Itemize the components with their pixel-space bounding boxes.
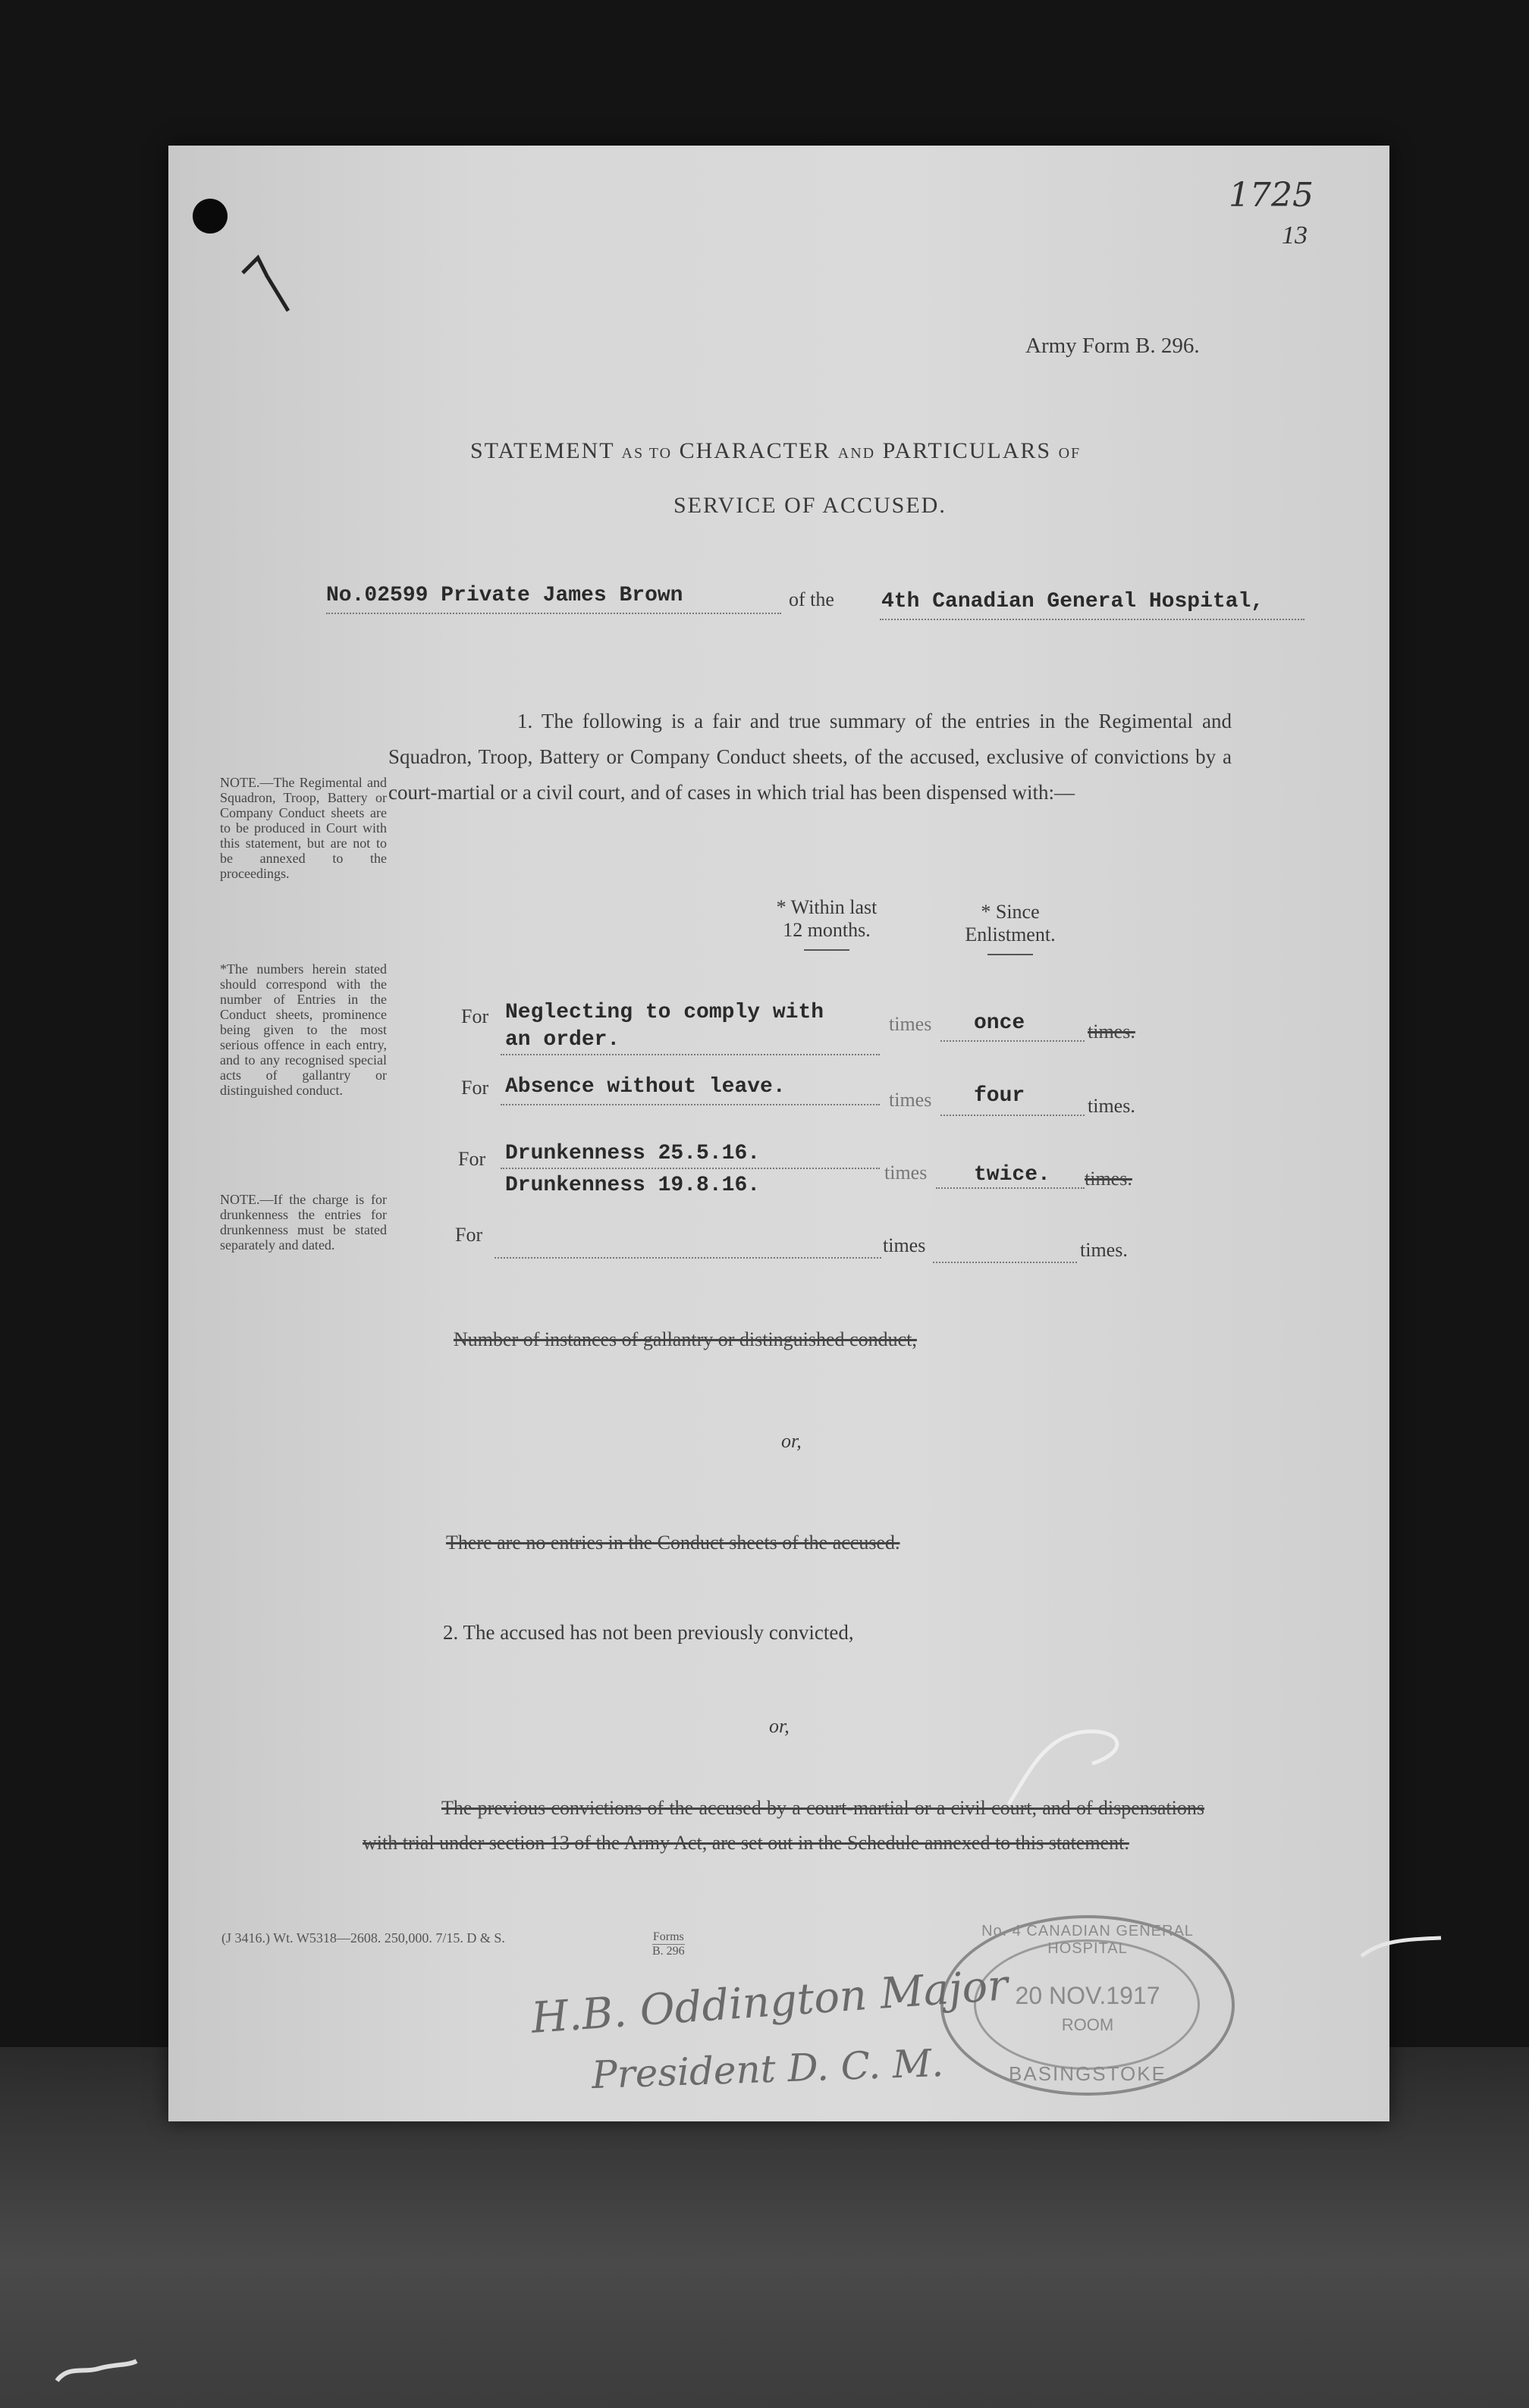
fill-line [501,1168,880,1169]
offence-for-label: For [461,1077,489,1099]
handwritten-reference: 1725 [1229,176,1314,215]
margin-note-numbers: *The numbers herein stated should correspond with the number of Entries in the Conduct sheets, prominence being given to the most serious offence in each entry, and to any recognised special acts of gallantry or distinguished conduct. [220,961,387,1098]
form-number: Army Form B. 296. [1025,334,1200,358]
white-mark [53,2350,144,2396]
struck-previous-convictions: The previous convictions of the accused by a court-martial or a civil court, and of dispensations with trial under section 13 of the Army Act, are set out in the Schedule annexed to this statement. [363,1797,1204,1854]
offence-2-count-12-months: four [974,1084,1025,1108]
margin-note-conduct-sheets: NOTE.—The Regimental and Squadron, Troop, Battery or Company Conduct sheets are to be produced in Court with this statement, but are not to be annexed to the proceedings. [220,775,387,881]
offence-3-text: Drunkenness 25.5.16. [505,1142,761,1165]
fill-line [940,1040,1085,1042]
offence-3-count-12-months: twice. [974,1163,1050,1187]
offence-1-text: Neglecting to comply with [505,1001,824,1024]
offence-for-label: For [461,1005,489,1027]
title-line-1: STATEMENT AS TO CHARACTER AND PARTICULARS OF [470,438,1082,463]
fill-line [501,1054,880,1055]
forms-reference: Forms B. 296 [652,1930,685,1958]
accused-name: No.02599 Private James Brown [326,584,683,607]
handwritten-folio: 13 [1282,221,1308,249]
accused-unit: 4th Canadian General Hospital, [881,590,1264,613]
or-separator: or, [781,1430,802,1452]
offence-1-count-12-months: once [974,1011,1025,1035]
punch-hole [193,199,228,234]
fill-line [326,613,781,614]
column-header-enlistment: * Since Enlistment. [934,901,1086,955]
or-separator: or, [769,1715,790,1737]
white-mark [1358,1933,1449,1964]
fill-line [880,619,1305,620]
struck-no-entries-line: There are no entries in the Conduct sheets of the accused. [446,1532,900,1554]
fill-line [940,1115,1085,1116]
fill-line [501,1104,880,1105]
fill-line [494,1257,881,1259]
times-label: times. [1080,1239,1128,1261]
times-label: times [884,1162,928,1184]
offence-2-text: Absence without leave. [505,1075,786,1099]
times-label: times [889,1013,932,1035]
of-the-label: of the [789,588,834,610]
struck-gallantry-line: Number of instances of gallantry or distinguished conduct, [454,1328,917,1350]
margin-note-drunkenness: NOTE.—If the charge is for drunkenness the entries for drunkenness must be stated separately and dated. [220,1192,387,1253]
fill-line [936,1187,1085,1189]
times-label: times [883,1234,926,1256]
hospital-date-stamp: No. 4 CANADIAN GENERAL HOSPITAL 20 NOV.1917 ROOM BASINGSTOKE [940,1915,1235,2096]
fill-line [933,1262,1077,1263]
signature-name: H.B. Oddington Major [529,1961,1009,2043]
white-mark [1001,1721,1138,1812]
column-header-12-months: * Within last 12 months. [743,896,910,951]
paragraph-2: 2. The accused has not been previously convicted, [443,1621,854,1644]
offence-3-text-cont: Drunkenness 19.8.16. [505,1174,761,1197]
signature-title: President D. C. M. [591,2040,944,2098]
offence-1-text-cont: an order. [505,1028,620,1052]
times-label-struck: times. [1085,1168,1132,1190]
offence-for-label: For [455,1224,483,1246]
ink-mark [228,243,319,334]
printer-imprint: (J 3416.) Wt. W5318—2608. 250,000. 7/15. D & S. [221,1930,505,1946]
times-label-struck: times. [1088,1021,1135,1043]
title-line-2: SERVICE OF ACCUSED. [673,493,947,518]
times-label: times. [1088,1095,1135,1117]
offence-for-label: For [458,1148,486,1170]
paragraph-1: 1. The following is a fair and true summary of the entries in the Regimental and Squadron, Troop, Battery or Company Conduct sheets, of the accused, exclusive of convictions by a court-martial or a civil court, and of cases in which trial has been dispensed with:— [388,710,1232,804]
times-label: times [889,1089,932,1111]
